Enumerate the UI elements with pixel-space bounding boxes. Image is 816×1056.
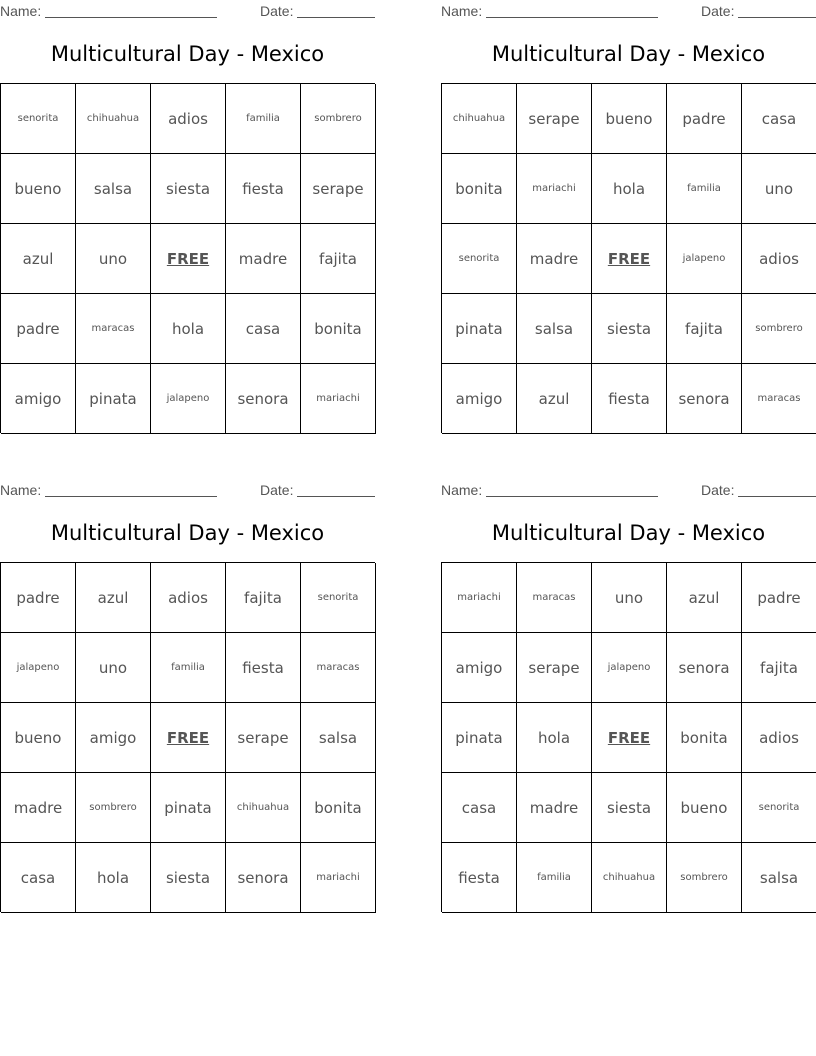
bingo-card-3 — [0, 479, 375, 909]
name-date-header — [0, 482, 375, 498]
bingo-cell: chihuahua — [592, 843, 667, 913]
bingo-cell: mariachi — [442, 563, 517, 633]
bingo-grid — [0, 562, 375, 912]
card-title: Multicultural Day - Mexico — [491, 521, 766, 545]
bingo-cell: salsa — [301, 703, 376, 773]
bingo-cell: maracas — [517, 563, 592, 633]
bingo-cell: azul — [667, 563, 742, 633]
bingo-cell: madre — [226, 224, 301, 294]
bingo-cell: padre — [742, 563, 816, 633]
name-date-header — [441, 482, 816, 498]
bingo-cell: serape — [517, 633, 592, 703]
bingo-cell: pinata — [442, 294, 517, 364]
bingo-cell: fajita — [742, 633, 816, 703]
bingo-cell: senorita — [301, 563, 376, 633]
bingo-cell: salsa — [76, 154, 151, 224]
bingo-cell: mariachi — [517, 154, 592, 224]
bingo-card-2 — [441, 0, 816, 430]
bingo-cell: bueno — [1, 154, 76, 224]
bingo-cell: familia — [517, 843, 592, 913]
bingo-cell: familia — [226, 84, 301, 154]
bingo-cell: familia — [151, 633, 226, 703]
bingo-cell: maracas — [301, 633, 376, 703]
date-blank-line — [738, 496, 816, 497]
date-label: Date: — [701, 3, 735, 19]
name-blank-line — [486, 17, 658, 18]
bingo-cell: salsa — [517, 294, 592, 364]
date-label: Date: — [260, 482, 294, 498]
date-blank-line — [738, 17, 816, 18]
bingo-cell: chihuahua — [226, 773, 301, 843]
bingo-cell: bonita — [301, 294, 376, 364]
bingo-cell: adios — [151, 84, 226, 154]
bingo-cell: chihuahua — [76, 84, 151, 154]
bingo-cell: uno — [76, 633, 151, 703]
bingo-cell: padre — [1, 294, 76, 364]
free-space-cell: FREE — [151, 703, 226, 773]
name-blank-line — [45, 17, 217, 18]
bingo-cell: jalapeno — [592, 633, 667, 703]
bingo-cell: senorita — [442, 224, 517, 294]
bingo-cell: madre — [1, 773, 76, 843]
name-date-header — [441, 3, 816, 19]
bingo-cell: jalapeno — [151, 364, 226, 434]
bingo-cell: hola — [517, 703, 592, 773]
bingo-cell: uno — [742, 154, 816, 224]
bingo-cell: azul — [517, 364, 592, 434]
date-label: Date: — [260, 3, 294, 19]
bingo-cell: azul — [1, 224, 76, 294]
bingo-cell: mariachi — [301, 843, 376, 913]
name-label: Name: — [0, 3, 42, 19]
bingo-cell: madre — [517, 773, 592, 843]
bingo-cell: maracas — [742, 364, 816, 434]
bingo-cell: siesta — [151, 843, 226, 913]
name-label: Name: — [441, 482, 483, 498]
bingo-cell: padre — [1, 563, 76, 633]
date-blank-line — [297, 496, 375, 497]
free-space-cell: FREE — [151, 224, 226, 294]
bingo-cell: madre — [517, 224, 592, 294]
bingo-cell: uno — [76, 224, 151, 294]
bingo-cell: senorita — [1, 84, 76, 154]
bingo-cell: sombrero — [76, 773, 151, 843]
bingo-cell: serape — [226, 703, 301, 773]
bingo-cell: pinata — [151, 773, 226, 843]
bingo-cell: bonita — [667, 703, 742, 773]
bingo-cell: amigo — [442, 364, 517, 434]
bingo-cell: fiesta — [226, 633, 301, 703]
bingo-cell: sombrero — [301, 84, 376, 154]
card-title: Multicultural Day - Mexico — [50, 521, 325, 545]
bingo-cell: bonita — [442, 154, 517, 224]
bingo-cell: bueno — [1, 703, 76, 773]
name-label: Name: — [0, 482, 42, 498]
bingo-cell: serape — [301, 154, 376, 224]
card-title: Multicultural Day - Mexico — [491, 42, 766, 66]
bingo-cell: bueno — [592, 84, 667, 154]
bingo-cell: casa — [226, 294, 301, 364]
bingo-cell: pinata — [442, 703, 517, 773]
bingo-cell: padre — [667, 84, 742, 154]
bingo-cell: amigo — [442, 633, 517, 703]
bingo-cell: uno — [592, 563, 667, 633]
bingo-cell: senora — [667, 633, 742, 703]
bingo-cell: fajita — [226, 563, 301, 633]
bingo-cell: casa — [742, 84, 816, 154]
bingo-cell: jalapeno — [667, 224, 742, 294]
name-blank-line — [486, 496, 658, 497]
bingo-grid — [441, 562, 816, 912]
bingo-cell: jalapeno — [1, 633, 76, 703]
date-blank-line — [297, 17, 375, 18]
name-blank-line — [45, 496, 217, 497]
bingo-cell: hola — [76, 843, 151, 913]
bingo-cell: senorita — [742, 773, 816, 843]
bingo-cell: sombrero — [667, 843, 742, 913]
bingo-cell: adios — [151, 563, 226, 633]
bingo-cell: siesta — [592, 294, 667, 364]
bingo-cell: adios — [742, 703, 816, 773]
bingo-cell: fiesta — [592, 364, 667, 434]
name-label: Name: — [441, 3, 483, 19]
bingo-card-1 — [0, 0, 375, 430]
bingo-cell: bueno — [667, 773, 742, 843]
bingo-cell: siesta — [592, 773, 667, 843]
free-space-cell: FREE — [592, 224, 667, 294]
bingo-card-4 — [441, 479, 816, 909]
free-space-cell: FREE — [592, 703, 667, 773]
bingo-cell: amigo — [76, 703, 151, 773]
bingo-cell: casa — [1, 843, 76, 913]
bingo-cell: serape — [517, 84, 592, 154]
bingo-cell: maracas — [76, 294, 151, 364]
bingo-cell: pinata — [76, 364, 151, 434]
bingo-cell: azul — [76, 563, 151, 633]
bingo-cell: fajita — [667, 294, 742, 364]
bingo-cell: siesta — [151, 154, 226, 224]
bingo-cell: adios — [742, 224, 816, 294]
bingo-cell: mariachi — [301, 364, 376, 434]
bingo-cell: salsa — [742, 843, 816, 913]
card-title: Multicultural Day - Mexico — [50, 42, 325, 66]
bingo-grid — [441, 83, 816, 433]
bingo-grid — [0, 83, 375, 433]
bingo-cell: senora — [226, 364, 301, 434]
bingo-cell: casa — [442, 773, 517, 843]
bingo-cell: familia — [667, 154, 742, 224]
bingo-cell: hola — [151, 294, 226, 364]
bingo-cell: hola — [592, 154, 667, 224]
bingo-cell: senora — [226, 843, 301, 913]
bingo-cell: senora — [667, 364, 742, 434]
bingo-cell: amigo — [1, 364, 76, 434]
bingo-cell: fiesta — [226, 154, 301, 224]
date-label: Date: — [701, 482, 735, 498]
bingo-cell: fajita — [301, 224, 376, 294]
bingo-cell: sombrero — [742, 294, 816, 364]
bingo-cell: fiesta — [442, 843, 517, 913]
bingo-cell: bonita — [301, 773, 376, 843]
bingo-cell: chihuahua — [442, 84, 517, 154]
name-date-header — [0, 3, 375, 19]
